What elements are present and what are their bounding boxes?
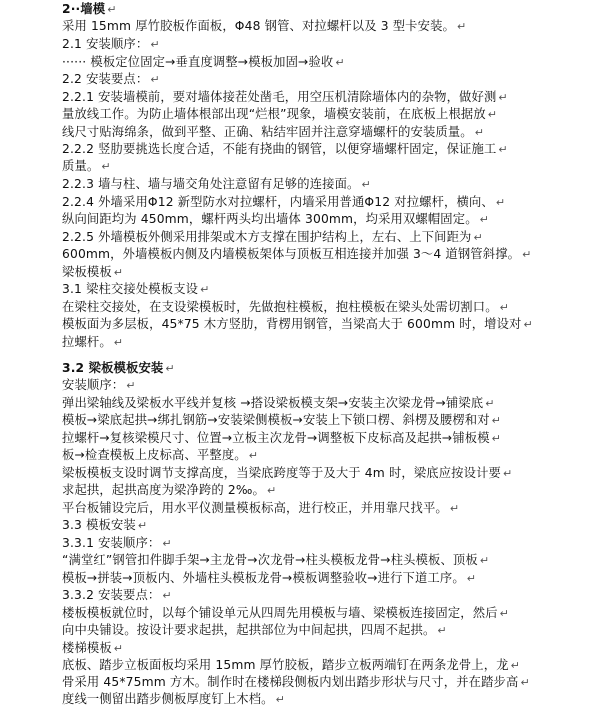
text-line: 质量。 ↵: [62, 159, 111, 173]
subheading-install-sequence: 3.3.1 安装顺序： ↵: [62, 536, 172, 550]
text-line: 弹出梁轴线及梁板水平线并复核 →搭设梁板模支架→安装主次梁龙骨→铺梁底 ↵: [62, 396, 495, 410]
text-line: “满堂红”钢管扣件脚手架→主龙骨→次龙骨→柱头模板龙骨→柱头模板、顶板 ↵: [62, 553, 490, 567]
subheading-install-points: 3.3.2 安装要点： ↵: [62, 588, 172, 602]
text-line: 2.2.4 外墙采用Φ12 新型防水对拉螺杆，内墙采用普通Φ12 对拉螺杆，横向、 ↵: [62, 195, 506, 209]
text-line: ······ 模板定位固定→垂直度调整→模板加固→验收 ↵: [62, 55, 345, 69]
text-line: 平台板铺设完后，用水平仪测量模板标高，进行校正，并用靠尺找平。 ↵: [62, 501, 460, 515]
section-heading-beam-slab-install: 3.2 梁板模板安装 ↵: [62, 361, 175, 375]
text-line: 在梁柱交接处，在支设梁模板时，先做抱柱模板，抱柱模板在梁头处需切割口。 ↵: [62, 300, 510, 314]
section-heading-beam-slab: 梁板模板 ↵: [62, 265, 124, 279]
text-line: 纵向间距均为 450mm，螺杆两头均出墙体 300mm，均采用双螺帽固定。 ↵: [62, 212, 490, 226]
text-line: 量放线工作。为防止墙体根部出现“烂根”现象，墙模安装前，在底板上根据放 ↵: [62, 107, 498, 121]
text-line: 梁板模板支设时调节支撑高度，当梁底跨度等于及大于 4m 时，梁底应按设计要 ↵: [62, 466, 513, 480]
subheading-beam-column-joint: 3.1 梁柱交接处模板支设 ↵: [62, 282, 210, 296]
text-line: 600mm，外墙模板内侧及内墙模板架体与顶板互相连接并加强 3～4 道钢管斜撑。 ↵: [62, 247, 532, 261]
text-line: 骨采用 45*75mm 方木。制作时在楼梯段侧板内划出踏步形状与尺寸，并在踏步高 ↵: [62, 675, 530, 689]
text-line: 2.2.2 竖肋要挑选长度合适，不能有挠曲的钢管，以便穿墙螺杆固定，保证施工 ↵: [62, 142, 508, 156]
text-line: 拉螺杆。 ↵: [62, 335, 124, 349]
text-line: 线尺寸贴海绵条，做到平整、正确、粘结牢固并注意穿墙螺杆的安装质量。 ↵: [62, 125, 485, 139]
text-line: 板→检查模板上皮标高、平整度。 ↵: [62, 448, 259, 462]
text-line: 模板→梁底起拱→绑扎钢筋→安装梁侧模板→安装上下锁口楞、斜楞及腰楞和对 ↵: [62, 413, 502, 427]
section-heading-stair-formwork: 楼梯模板 ↵: [62, 641, 124, 655]
text-line: 2.2.1 安装墙模前，要对墙体接茬处凿毛，用空压机清除墙体内的杂物，做好测 ↵: [62, 90, 508, 104]
text-line: 楼板模板就位时，以每个铺设单元从四周先用模板与墙、梁模板连接固定，然后 ↵: [62, 606, 510, 620]
subheading-formwork-install: 3.3 模板安装 ↵: [62, 518, 148, 532]
text-line: 2.2.5 外墙模板外侧采用排架或木方支撑在围护结构上，左右、上下间距为 ↵: [62, 230, 483, 244]
section-heading-wall-formwork: 2··墙模 ↵: [62, 2, 117, 16]
text-line: 模板→拼装→顶板内、外墙柱头模板龙骨→模板调整验收→进行下道工序。 ↵: [62, 571, 477, 585]
text-line: 2.2.3 墙与柱、墙与墙交角处注意留有足够的连接面。 ↵: [62, 177, 371, 191]
text-line: 底板、踏步立板面板均采用 15mm 厚竹胶板，踏步立板两端钉在两条龙骨上，龙 ↵: [62, 658, 520, 672]
subheading-install-sequence: 安装顺序： ↵: [62, 378, 136, 392]
subheading-install-points: 2.2 安装要点： ↵: [62, 72, 160, 86]
text-line: 向中央铺设。按设计要求起拱，起拱部位为中间起拱，四周不起拱。 ↵: [62, 623, 447, 637]
text-line: 模板面为多层板，45*75 木方竖肋，背楞用钢管，当梁高大于 600mm 时，增设对 ↵: [62, 317, 533, 331]
text-line: 拉螺杆→复核梁模尺寸、位置→立板主次龙骨→调整板下皮标高及起拱→铺板模 ↵: [62, 431, 502, 445]
subheading-install-sequence: 2.1 安装顺序： ↵: [62, 37, 160, 51]
text-line: 求起拱，起拱高度为梁净跨的 2‰。 ↵: [62, 483, 277, 497]
text-line: 度线一侧留出踏步侧板厚度钉上木档。 ↵: [62, 692, 285, 706]
text-line: 采用 15mm 厚竹胶板作面板，Φ48 钢管、对拉螺杆以及 3 型卡安装。 ↵: [62, 19, 467, 33]
